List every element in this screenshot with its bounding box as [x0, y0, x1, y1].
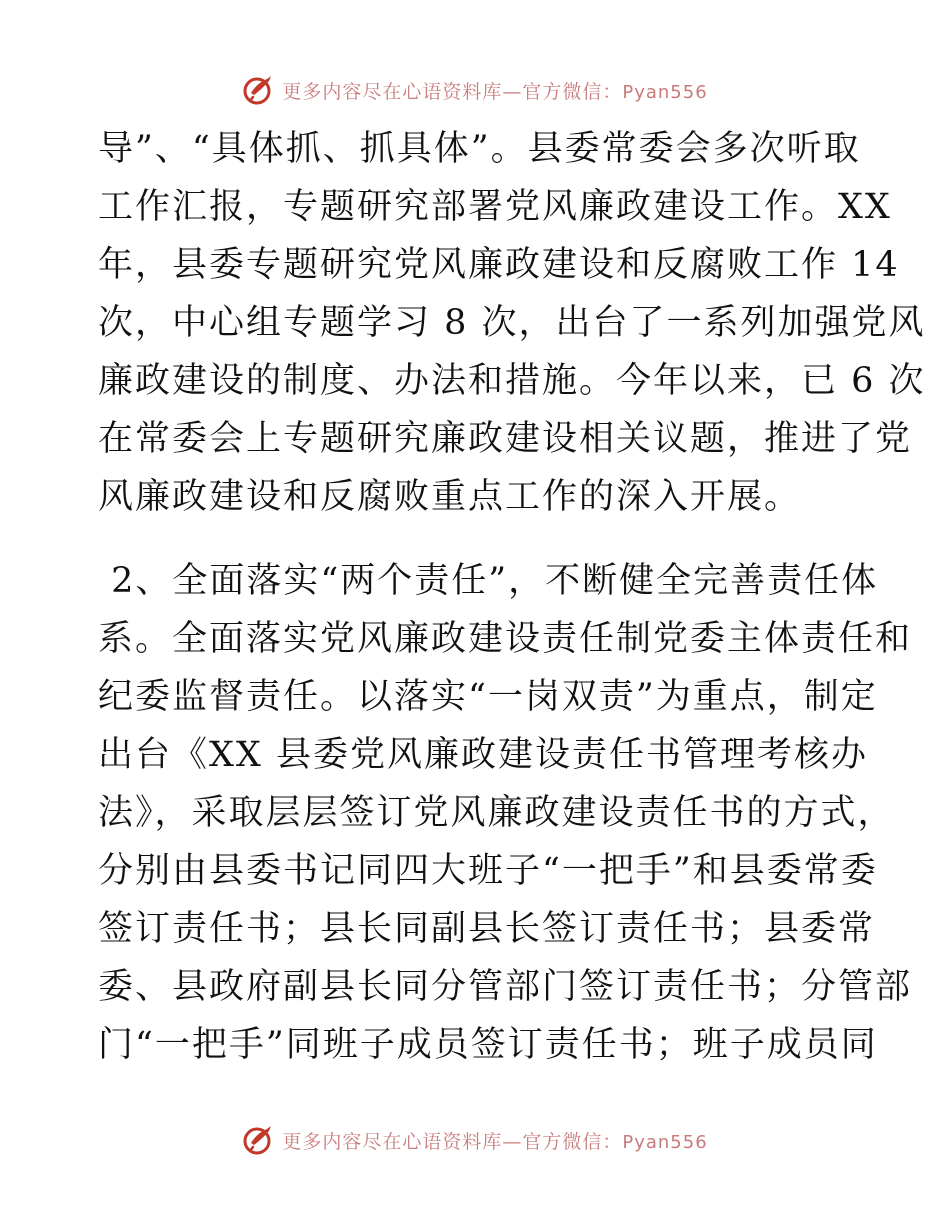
paragraph-spacer — [98, 526, 858, 552]
header-watermark — [0, 70, 950, 110]
text-line: 出台《XX 县委党风廉政建设责任书管理考核办 — [98, 735, 868, 775]
paragraph — [98, 552, 913, 1132]
text-line: 纪委监督责任。以落实“一岗双责”为重点，制定 — [98, 677, 878, 717]
text-line: 次，中心组专题学习 8 次，出台了一系列加强党风 — [98, 303, 926, 343]
text-line: 风廉政建设和反腐败重点工作的深入开展。 — [98, 477, 802, 517]
text-line: 签订责任书；县长同副县长签订责任书；县委常 — [98, 909, 876, 949]
text-line: 工作汇报，专题研究部署党风廉政建设工作。XX — [98, 187, 892, 227]
footer-watermark — [0, 1120, 950, 1160]
text-line: 在常委会上专题研究廉政建设相关议题，推进了党 — [98, 419, 913, 459]
watermark-text: 更多内容尽在心语资料库—官方微信：Pyan556 — [282, 80, 708, 103]
text-line: 系。全面落实党风廉政建设责任制党委主体责任和 — [98, 619, 913, 659]
document-body — [98, 120, 926, 1132]
text-line: 2、全面落实“两个责任”，不断健全完善责任体 — [98, 561, 879, 601]
paragraph — [98, 120, 926, 526]
text-line: 年，县委专题研究党风廉政建设和反腐败工作 14 — [98, 245, 900, 285]
text-line: 门“一把手”同班子成员签订责任书；班子成员同 — [98, 1025, 878, 1065]
text-line: 导”、“具体抓、抓具体”。县委常委会多次听取 — [98, 129, 861, 169]
text-line: 廉政建设的制度、办法和措施。今年以来，已 6 次 — [98, 361, 926, 401]
text-line: 分别由县委书记同四大班子“一把手”和县委常委 — [98, 851, 878, 891]
pen-logo-icon — [242, 73, 276, 107]
pen-logo-icon — [242, 1123, 276, 1157]
text-line: 法》，采取层层签订党风廉政建设责任书的方式， — [98, 793, 895, 833]
watermark-text: 更多内容尽在心语资料库—官方微信：Pyan556 — [282, 1130, 708, 1153]
text-line: 委、县政府副县长同分管部门签订责任书；分管部 — [98, 967, 913, 1007]
